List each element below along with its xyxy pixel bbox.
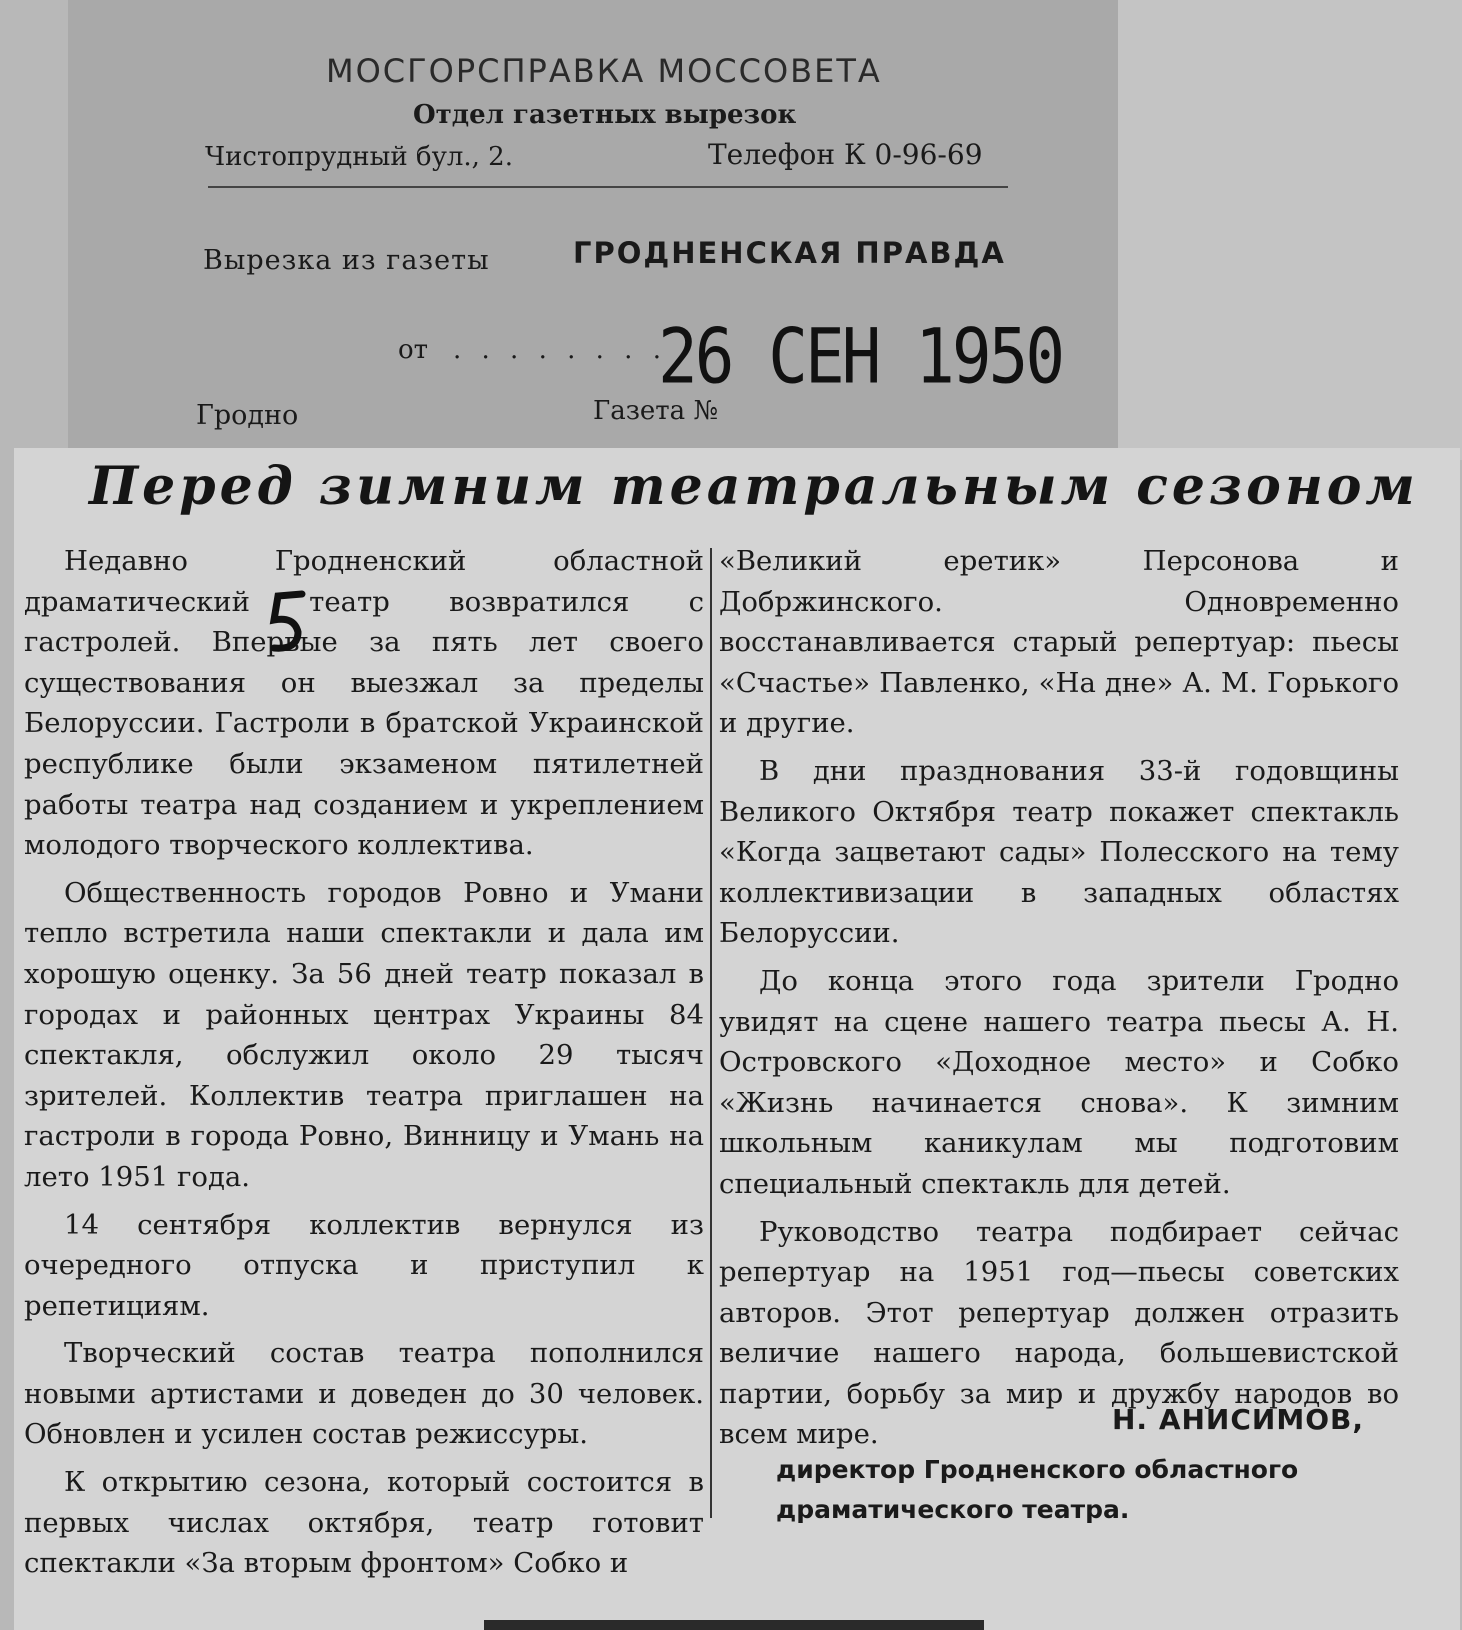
background-paper [1118, 0, 1462, 460]
stamp-organization: МОСГОРСПРАВКА МОССОВЕТА [326, 52, 882, 90]
stamp-phone: Телефон К 0-96-69 [708, 138, 983, 171]
article-paragraph: Недавно Гродненский областной драматический театр возвратился с гастролей. Впервые за пять лет своего существования он выезжал за пределы Белоруссии. Гастроли в братской Украинской республике были экзаменом пятилетней работы театра над созданием и укреплением молодого творческого коллектива. [24, 545, 704, 862]
article-column-left [24, 541, 704, 1591]
stamp-city: Гродно [196, 400, 299, 431]
stamp-date: 26 СЕН 1950 [658, 312, 1063, 401]
article-paragraph: Руководство театра подбирает сейчас репертуар на 1951 год—пьесы советских авторов. Этот репертуар должен отразить величие нашего народа, большевистской партии, борьбу за мир и дружбу народов во всем мире. [719, 1215, 1399, 1451]
article-paragraph: Общественность городов Ровно и Умани тепло встретила наши спектакли и дала им хорошую оценку. За 56 дней театр показал в городах и районных центрах Украины 84 спектакля, обслужил около 29 тысяч зрителей. Коллектив театра приглашен на гастроли в города Ровно, Винницу и Умань на лето 1951 года. [24, 876, 704, 1193]
stamp-issue-label: Газета № [593, 396, 719, 426]
stamp-from-label: от [398, 335, 429, 365]
author-title: директор Гродненского областного драматического театра. [776, 1455, 1299, 1524]
clipping-edge [484, 1620, 984, 1630]
stamp-newspaper-name: ГРОДНЕНСКАЯ ПРАВДА [573, 236, 1006, 270]
stamp-divider [208, 186, 1008, 188]
author-name: Н. АНИСИМОВ, [1112, 1403, 1364, 1436]
handwritten-mark [264, 588, 309, 658]
stamp-cut-label: Вырезка из газеты [203, 245, 490, 276]
article-paragraph: 14 сентября коллектив вернулся из очередного отпуска и приступил к репетициям. [24, 1208, 704, 1322]
stamp-department: Отдел газетных вырезок [413, 100, 797, 130]
article-column-right [719, 541, 1399, 1462]
article-headline: Перед зимним театральным сезоном [89, 456, 1419, 517]
newspaper-clipping [14, 448, 1460, 1630]
column-divider [710, 548, 712, 1518]
article-paragraph: До конца этого года зрители Гродно увидят на сцене нашего театра пьесы А. Н. Островского «Доходное место» и Собко «Жизнь начинается снова». К зимним школьным каникулам мы подготовим специальный спектакль для детей. [719, 964, 1399, 1200]
article-paragraph: К открытию сезона, который состоится в первых числах октября, театр готовит спектакли «За вторым фронтом» Собко и [24, 1466, 704, 1580]
article-paragraph: «Великий еретик» Персонова и Добржинского. Одновременно восстанавливается старый репертуар: пьесы «Счастье» Павленко, «На дне» А. М. Горького и другие. [719, 545, 1399, 740]
stamp-address: Чистопрудный бул., 2. [205, 142, 513, 172]
article-paragraph: В дни празднования 33-й годовщины Великого Октября театр покажет спектакль «Когда зацветают сады» Полесского на тему коллективизации в западных областях Белоруссии. [719, 754, 1399, 950]
article-paragraph: Творческий состав театра пополнился новыми артистами и доведен до 30 человек. Обновлен и усилен состав режиссуры. [24, 1337, 704, 1451]
stamp-dotted-line: . . . . . . . . [453, 335, 667, 365]
clipping-stamp [68, 0, 1118, 460]
